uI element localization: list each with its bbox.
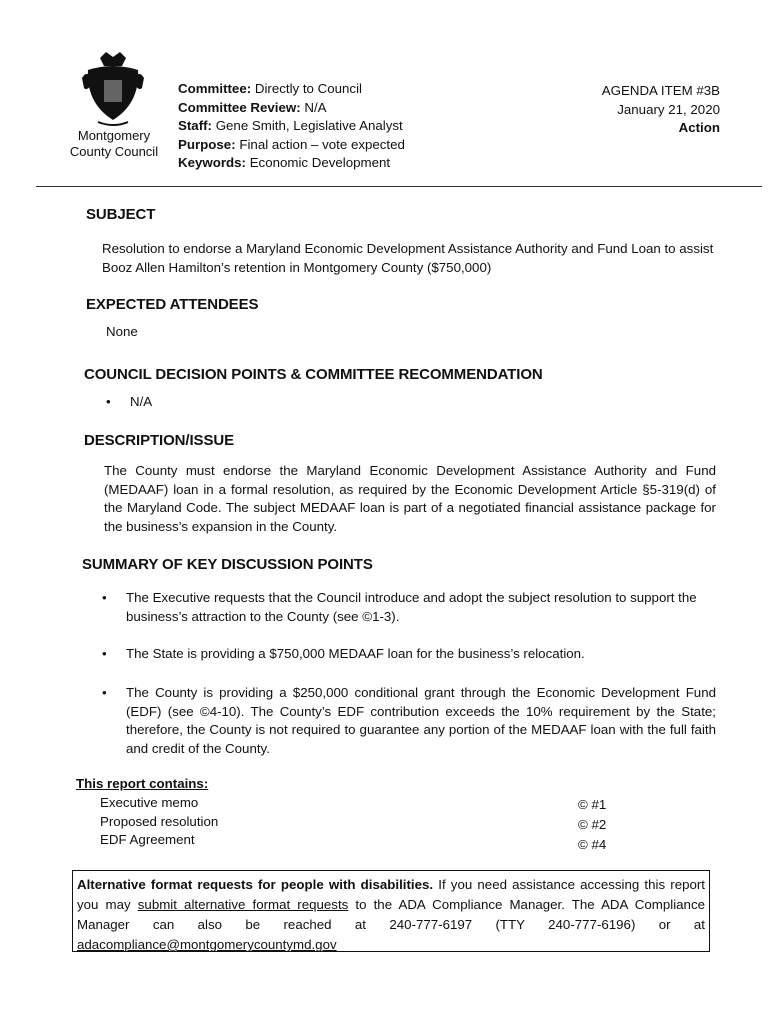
report-item-name: EDF Agreement bbox=[100, 832, 195, 847]
description-heading: DESCRIPTION/ISSUE bbox=[84, 432, 234, 449]
council-name: Montgomery County Council bbox=[69, 128, 159, 159]
meta-committee: Committee: Directly to Council bbox=[178, 81, 362, 96]
subject-heading: SUBJECT bbox=[86, 206, 156, 223]
attendees-text: None bbox=[106, 324, 138, 339]
alternative-format-link[interactable]: submit alternative format requests bbox=[137, 897, 349, 912]
subject-text: Resolution to endorse a Maryland Economic Development Assistance Authority and Fund Loan to assist Booz Allen Hamilton’s retention in Montgomery County ($750,000) bbox=[102, 241, 714, 275]
ada-notice-heading: Alternative format requests for people with disabilities. bbox=[77, 877, 434, 892]
bullet-icon: • bbox=[106, 394, 111, 409]
report-item-name: Executive memo bbox=[100, 795, 199, 810]
ada-notice-box bbox=[72, 870, 710, 952]
attendees-heading: EXPECTED ATTENDEES bbox=[86, 296, 259, 313]
ada-notice-text-2: to the ADA Compliance Manager. The ADA Compliance Manager can also be reached at 240-777-6197 (TTY 240-777-6196) or at bbox=[77, 897, 705, 932]
county-seal-logo bbox=[78, 48, 148, 128]
description-text: The County must endorse the Maryland Economic Development Assistance Authority and Fund (MEDAAF) loan in a formal resolution, as required by the Economic Development Article §5-319(d) of the Maryland Code. The subject MEDAAF loan is part of a negotiated financial assistance package for the business’s expansion in the County. bbox=[104, 463, 716, 534]
report-item-ref: © #1 bbox=[578, 797, 607, 812]
agenda-item-number: AGENDA ITEM #3B bbox=[601, 83, 720, 98]
meta-block bbox=[178, 80, 405, 173]
meta-keywords: Keywords: Economic Development bbox=[178, 155, 391, 170]
ada-email-link[interactable]: adacompliance@montgomerycountymd.gov bbox=[77, 937, 337, 952]
agenda-action: Action bbox=[678, 120, 720, 135]
agenda-block bbox=[602, 82, 720, 138]
header-divider bbox=[36, 186, 762, 187]
decision-points-heading: COUNCIL DECISION POINTS & COMMITTEE RECOMMENDATION bbox=[84, 366, 543, 383]
bullet-icon: • bbox=[102, 590, 107, 605]
summary-heading: SUMMARY OF KEY DISCUSSION POINTS bbox=[82, 556, 373, 573]
meta-committee-review: Committee Review: N/A bbox=[178, 99, 327, 115]
report-contains-title: This report contains: bbox=[76, 776, 209, 791]
bullet-icon: • bbox=[102, 646, 107, 661]
report-item-ref: © #4 bbox=[578, 837, 607, 852]
meta-purpose: Purpose: Final action – vote expected bbox=[178, 136, 405, 152]
meta-staff: Staff: Gene Smith, Legislative Analyst bbox=[178, 118, 403, 133]
agenda-date: January 21, 2020 bbox=[617, 101, 720, 117]
report-item-name: Proposed resolution bbox=[100, 814, 219, 829]
report-item-ref: © #2 bbox=[578, 817, 607, 832]
bullet-icon: • bbox=[102, 685, 107, 700]
ada-notice-text: If you need assistance accessing this report you may bbox=[77, 877, 705, 912]
